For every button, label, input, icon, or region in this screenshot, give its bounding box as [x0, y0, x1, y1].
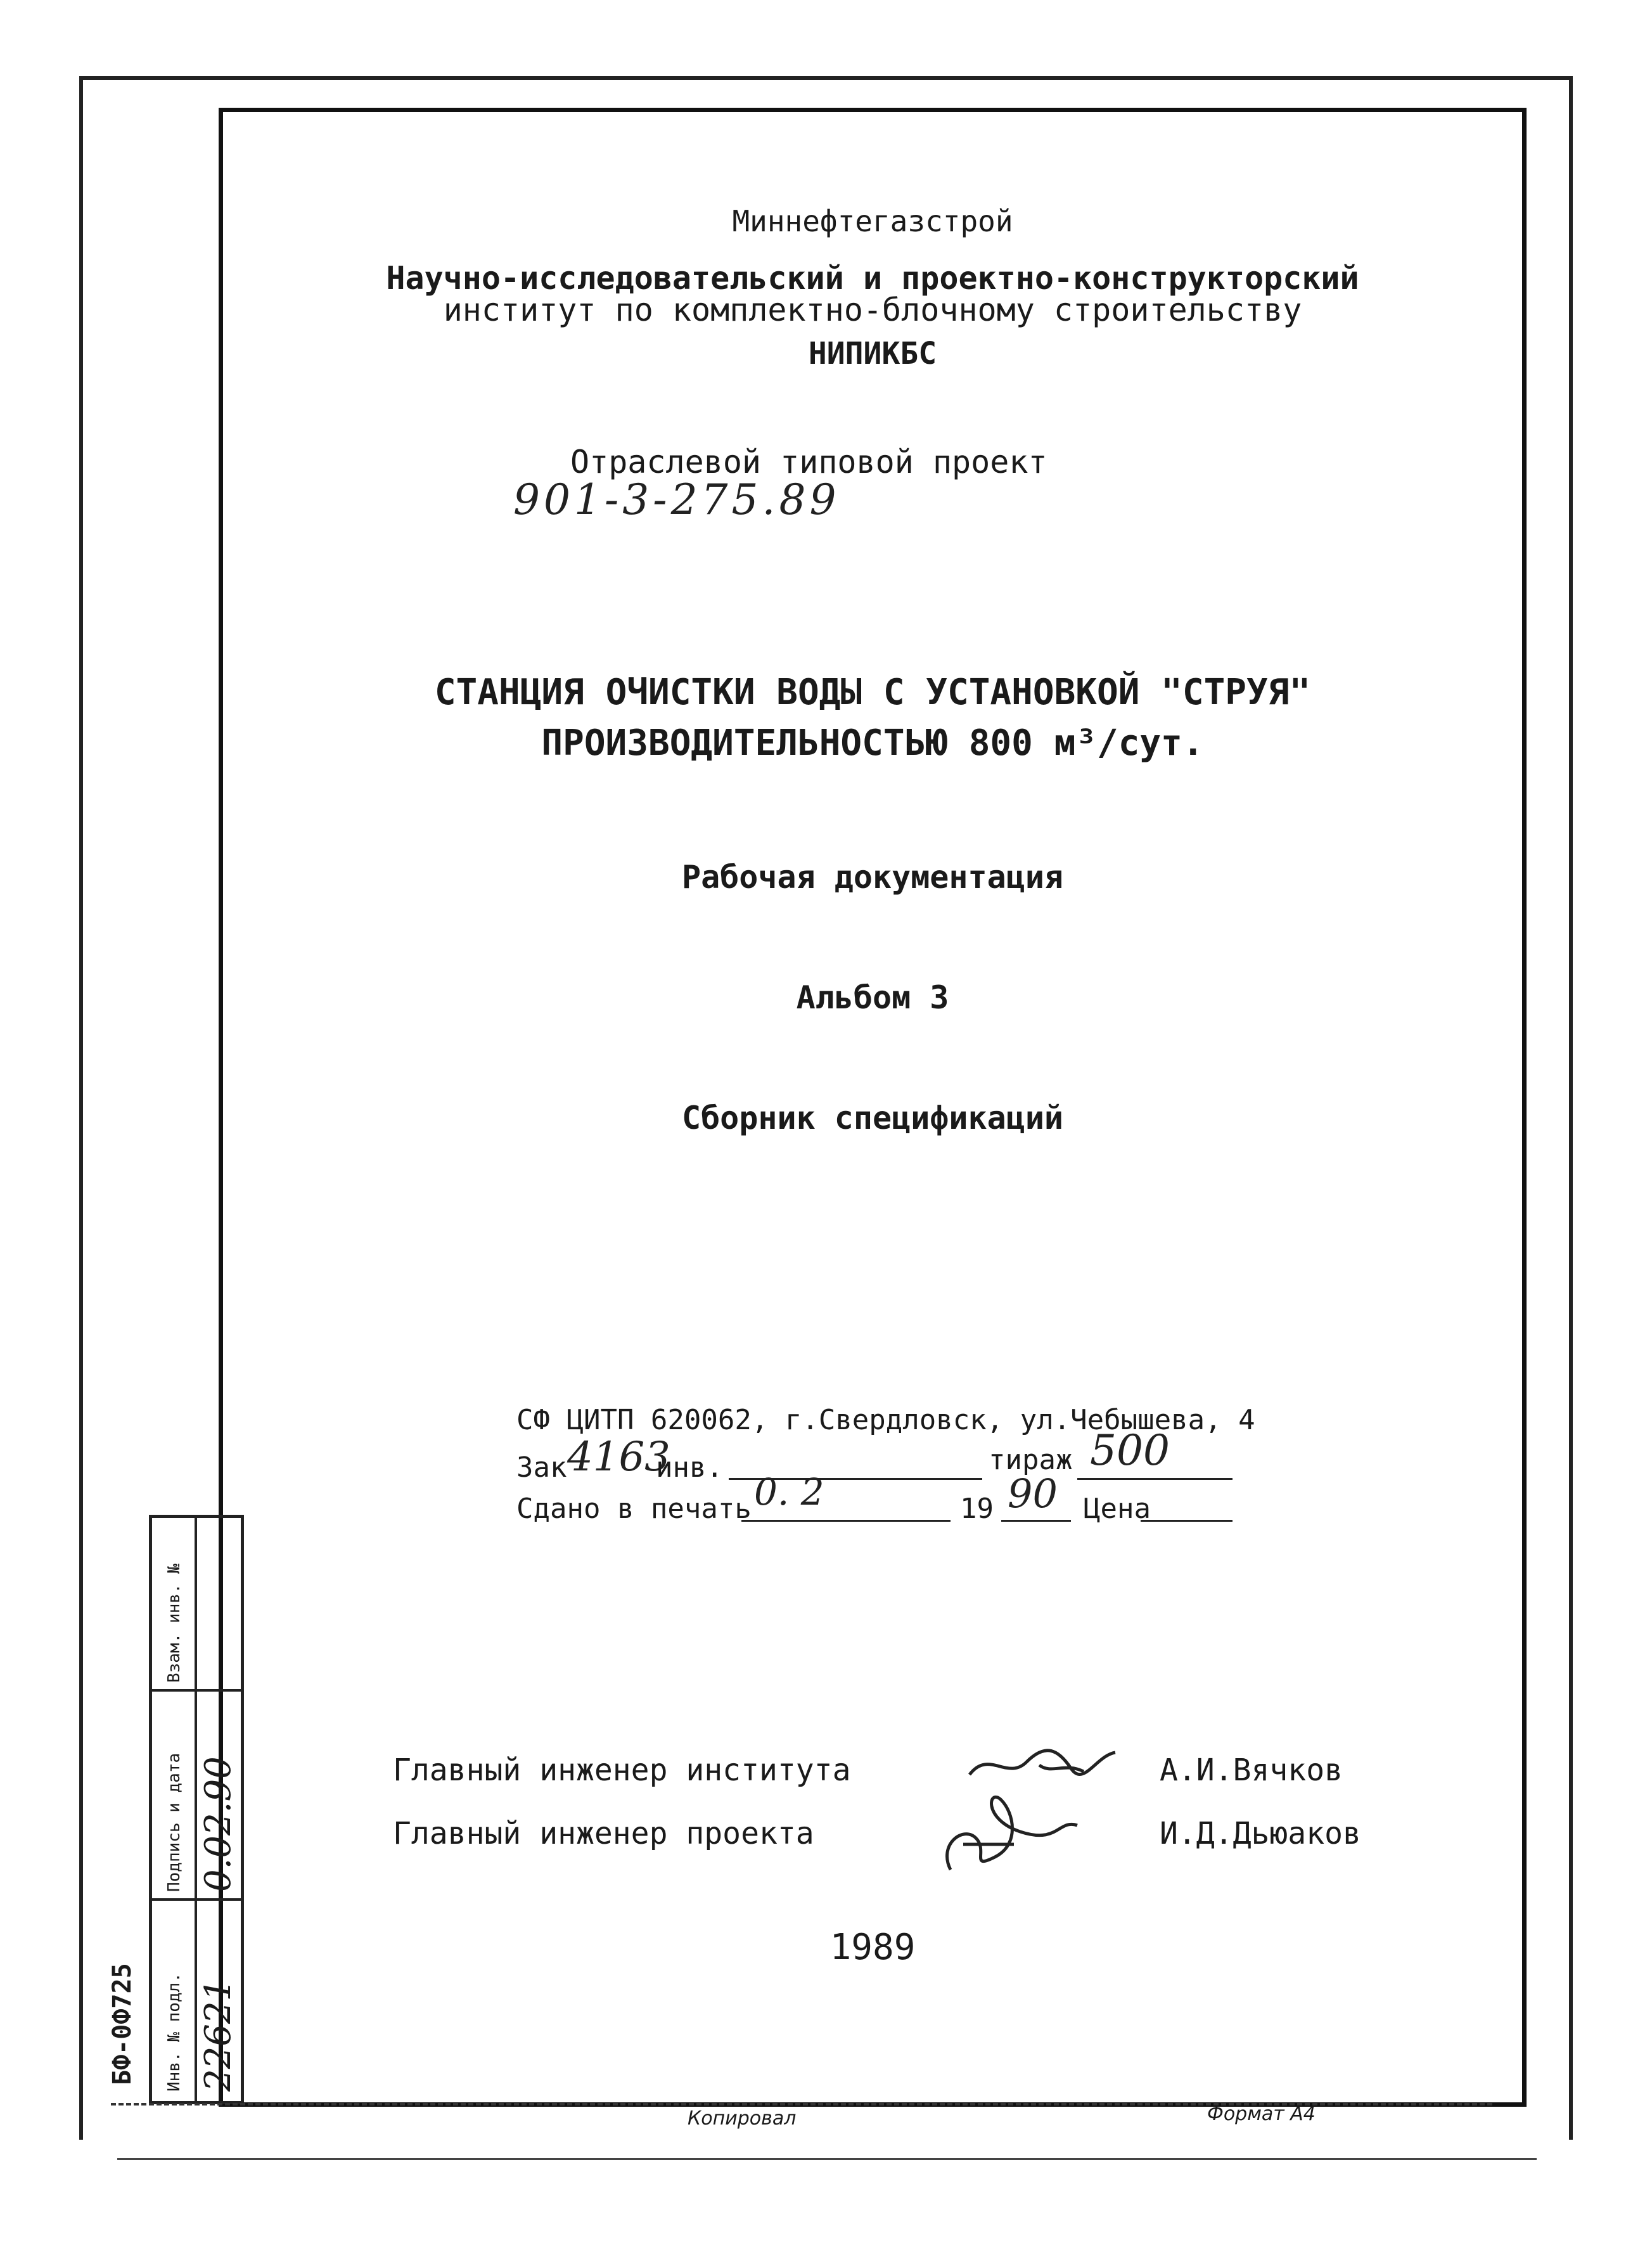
institute-abbreviation: НИПИКБС [808, 336, 937, 371]
institute-line-1: Научно-исследовательский и проектно-конструкторский [386, 260, 1359, 297]
stamp-exchange-label: Взам. инв. № [165, 1564, 184, 1683]
footer-format: Формат А4 [1207, 2103, 1316, 2125]
stamp-row-divider-1 [152, 1898, 241, 1901]
signature-name-2: И.Д.Дьюаков [1160, 1816, 1361, 1851]
year-suffix: 90 [1008, 1470, 1058, 1517]
stamp-code: БФ-0Ф725 [108, 1963, 137, 2085]
signature-role-1: Главный инженер института [393, 1752, 851, 1788]
run-line [1077, 1478, 1233, 1480]
bottom-edge-line [117, 2158, 1537, 2160]
project-number: 901-3-275.89 [513, 475, 840, 524]
title-line-2: ПРОИЗВОДИТЕЛЬНОСТЬЮ 800 м³/сут. [541, 723, 1204, 764]
submitted-label: Сдано в печать [516, 1493, 752, 1525]
run-label: тираж [989, 1444, 1073, 1476]
institute-line-2: институт по комплектно-блочному строительству [443, 292, 1302, 328]
print-address: СФ ЦИТП 620062, г.Свердловск, ул.Чебышева, 4 [516, 1404, 1255, 1436]
document-year: 1989 [829, 1927, 916, 1968]
ministry: Миннефтегазстрой [732, 204, 1013, 238]
submitted-line [741, 1520, 951, 1522]
collection-title: Сборник спецификаций [681, 1100, 1064, 1136]
signature-name-1: А.И.Вячков [1160, 1752, 1343, 1788]
price-line [1141, 1520, 1233, 1522]
order-label: Зак [516, 1451, 567, 1484]
year-prefix: 19 [960, 1493, 994, 1525]
year-line [1001, 1520, 1071, 1522]
stamp-column-divider [195, 1518, 197, 2101]
inv-label: инв. [656, 1451, 723, 1484]
stamp-row-divider-2 [152, 1689, 241, 1692]
documentation-type: Рабочая документация [681, 859, 1064, 896]
order-number: 4163 [567, 1434, 670, 1481]
stamp-inv-label: Инв. № подл. [165, 1972, 184, 2092]
submitted-date: 0. 2 [754, 1470, 824, 1514]
run-value: 500 [1090, 1426, 1170, 1475]
price-label: Цена [1084, 1493, 1151, 1525]
signature-role-2: Главный инженер проекта [393, 1816, 814, 1851]
stamp-sign-label: Подпись и дата [165, 1752, 184, 1892]
footer-copied: Копировал [688, 2107, 797, 2130]
side-stamp [149, 1515, 244, 2104]
signature-scribble-2 [925, 1781, 1090, 1882]
project-label: Отраслевой типовой проект [570, 444, 1047, 480]
stamp-inv-value: 22621 [198, 1978, 239, 2092]
title-line-1: СТАНЦИЯ ОЧИСТКИ ВОДЫ С УСТАНОВКОЙ "СТРУЯ" [434, 672, 1311, 713]
album-number: Альбом 3 [796, 979, 949, 1016]
stamp-sign-value: 0.02.90 [198, 1756, 239, 1892]
